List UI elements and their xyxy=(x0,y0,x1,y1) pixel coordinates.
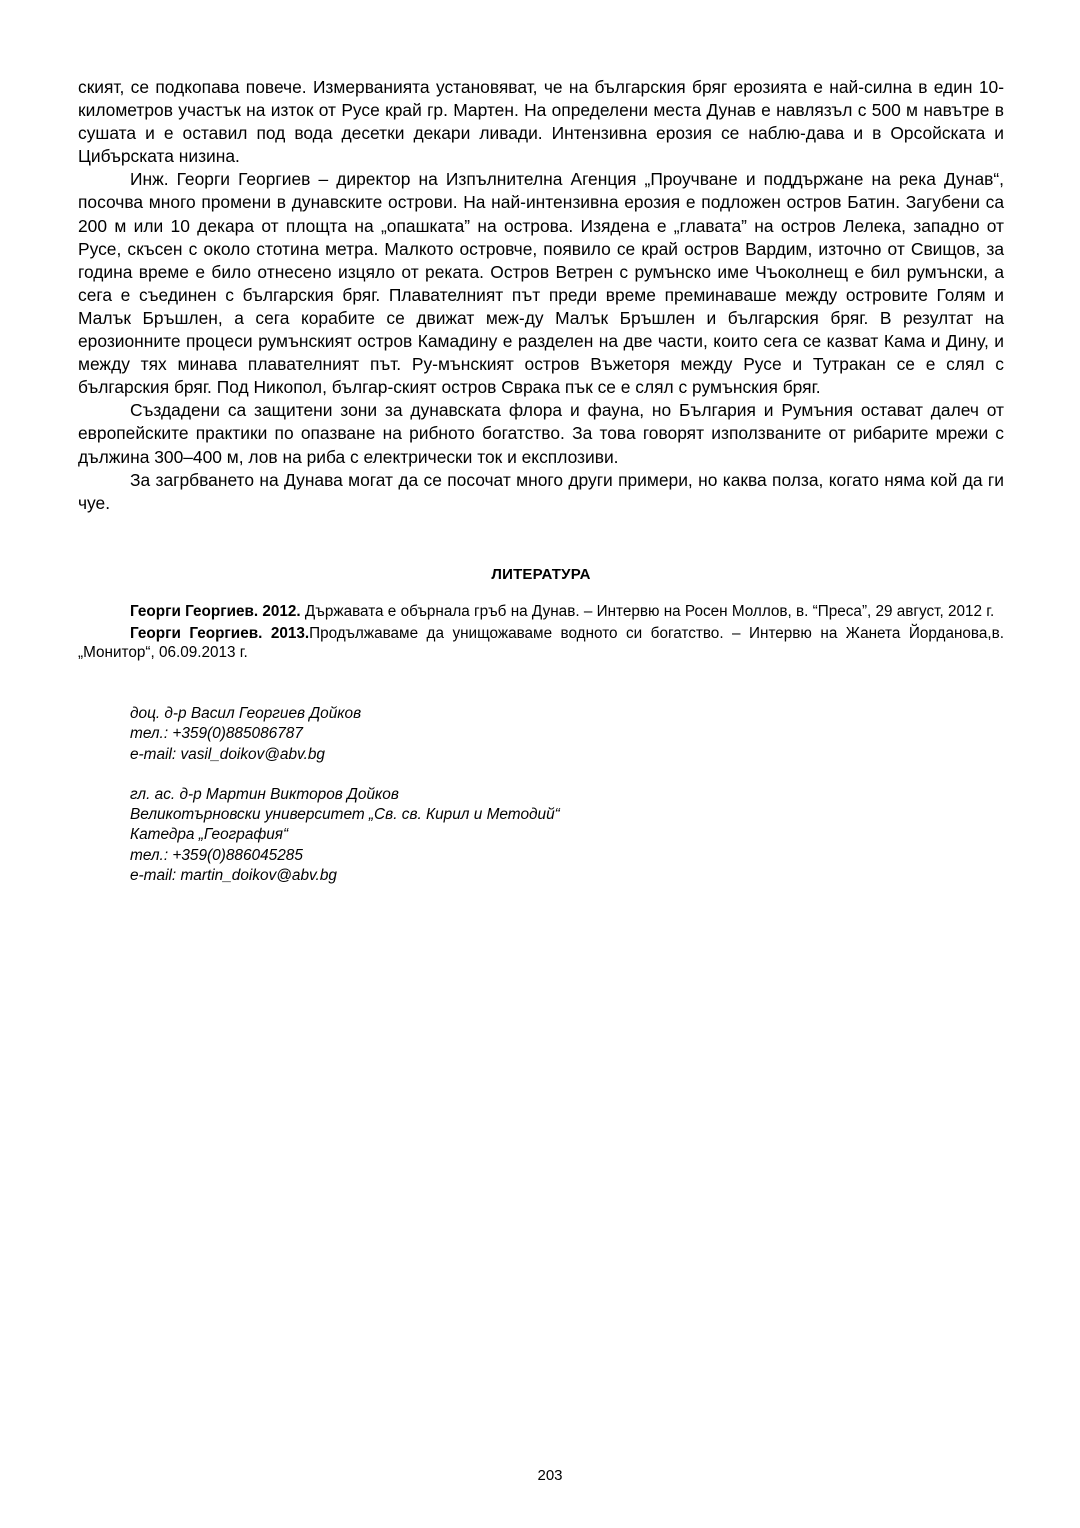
author-2-department: Катедра „География“ xyxy=(130,826,289,844)
body-paragraph-3: Създадени са защитени зони за дунавската флора и фауна, но България и Румъния остават далеч от европейските практики по опазване на рибното богатство. За това говорят използваните от рибарите мрежи с дължина 300–400 м, лов на риба с електрически ток и експлозиви. xyxy=(78,400,1004,467)
reference-item-1 xyxy=(78,603,1004,621)
author-2-phone: тел.: +359(0)886045285 xyxy=(130,846,303,864)
references-list xyxy=(78,603,1004,662)
reference-1-author: Георги Георгиев. 2012. xyxy=(130,602,301,620)
reference-2-author: Георги Георгиев. 2013. xyxy=(130,625,310,643)
author-2-email: e-mail: martin_doikov@abv.bg xyxy=(130,867,337,885)
author-2-university: Великотърновски университет „Св. св. Кирил и Методий“ xyxy=(130,806,560,824)
body-paragraph-2: Инж. Георги Георгиев – директор на Изпълнителна Агенция „Проучване и поддържане на река Дунав“, посочва много промени в дунавските острови. На най-интензивна ерозия е подложен остров Батин. Загубени са 200 м или 10 декара от площта на „опашката” на острова. Изядена е „главата” на остров Лелека, западно от Русе, скъсен с около стотина метра. Малкото островче, появило се край остров Вардим, източно от Свищов, за година време е било отнесено изцяло от реката. Остров Ветрен с румънско име Чъоколнещ е бил румънски, а сега е съединен с българския бряг. Плавателният път преди време преминаваше между островите Голям и Малък Бръшлен, а сега корабите се движат меж-ду Малък Бръшлен и българския бряг. В резултат на ерозионните процеси румънският остров Камадину е разделен на две части, които сега се казват Кама и Дину, и между тях минава плавателният път. Ру-мънският остров Въжеторя между Русе и Тутракан се е слял с българския бряг. Под Никопол, българ-ският остров Сврака пък се е слял с румънския бряг. xyxy=(78,169,1004,398)
reference-2-text: Продължаваме да унищожаваме водното си богатство. – Интервю на Жанета Йорданова,в. „Монитор“, 06.09.2013 г. xyxy=(78,625,1004,661)
author-1-name: доц. д-р Васил Георгиев Дойков xyxy=(130,705,362,722)
author-1-email: e-mail: vasil_doikov@abv.bg xyxy=(130,745,325,763)
article-body xyxy=(78,76,1004,515)
reference-item-2 xyxy=(78,625,1004,662)
page-number: 203 xyxy=(537,1467,563,1484)
references-heading: ЛИТЕРАТУРА xyxy=(491,565,591,583)
body-paragraph-1: ският, се подкопава повече. Измерванията установяват, че на българския бряг ерозията е най-силна в един 10-километров участък на изток от Русе край гр. Мартен. На определени места Дунав е навлязъл с 500 м навътре в сушата и е оставил под вода десетки декари ливади. Интензивна ерозия се наблю-дава и в Орсойската и Цибърската низина. xyxy=(78,77,1004,167)
body-paragraph-4: За загрбването на Дунава могат да се посочат много други примери, но каква полза, когато няма кой да ги чуе. xyxy=(78,469,1004,513)
page-content xyxy=(78,76,1004,886)
author-2-name: гл. ас. д-р Мартин Викторов Дойков xyxy=(130,785,399,803)
reference-1-text: Държавата е обърнала гръб на Дунав. – Интервю на Росен Моллов, в. “Преса”, 29 август, 2012 г. xyxy=(300,602,995,620)
author-1-phone: тел.: +359(0)885086787 xyxy=(130,725,303,743)
author-block-2 xyxy=(130,785,1004,886)
author-block-1 xyxy=(130,704,1004,765)
